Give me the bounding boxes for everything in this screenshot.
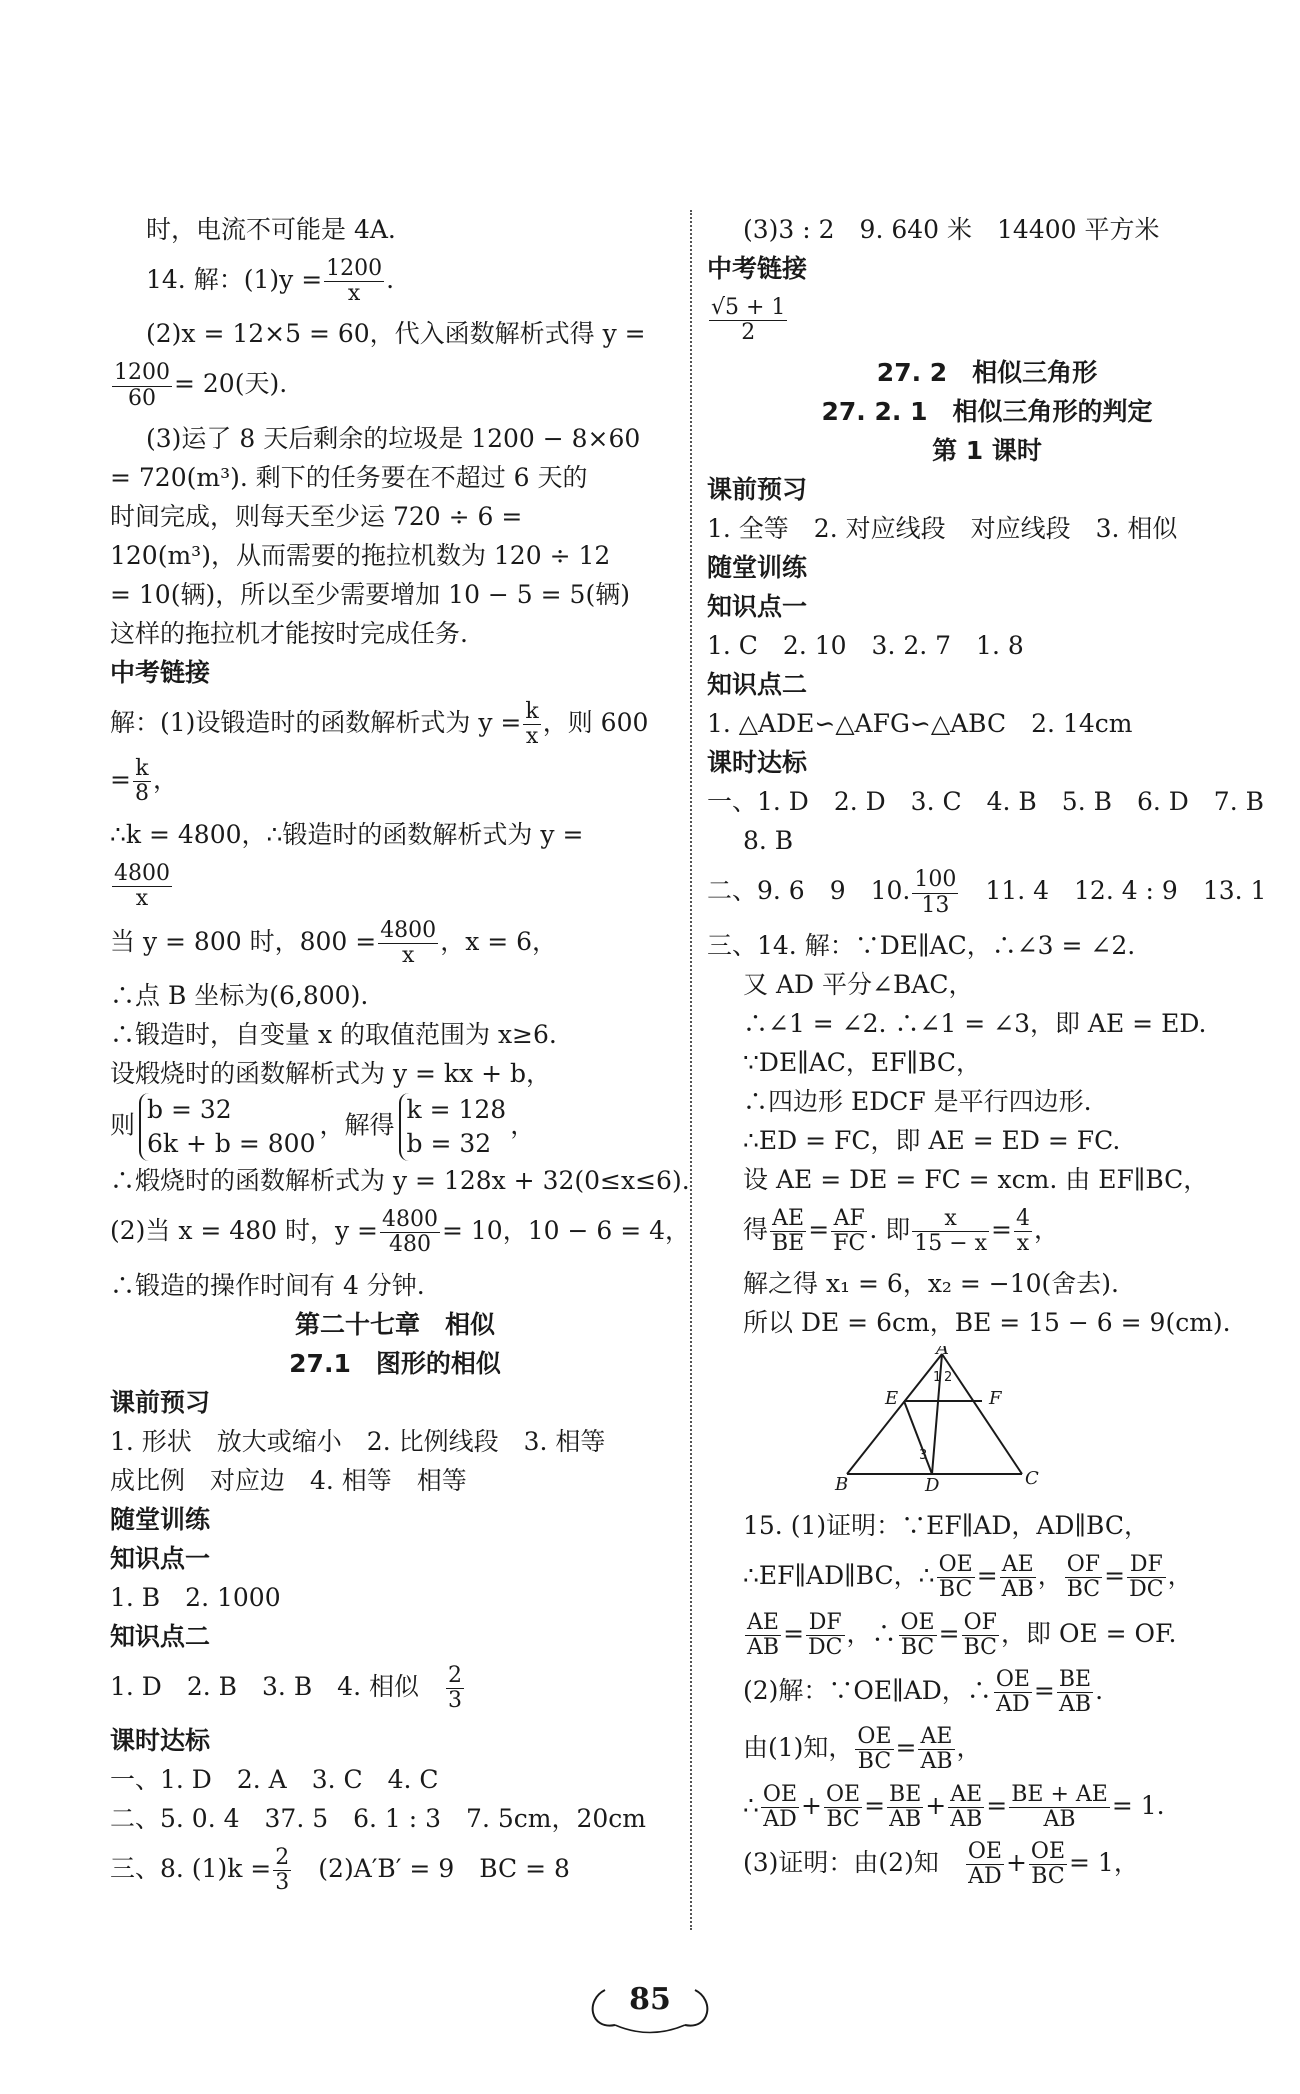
equation-system-line: 则 b = 32 6k + b = 800 ，解得 k = 128 b = 32 ，: [110, 1093, 680, 1161]
answer-line: 1. △ADE∽△AFG∽△ABC 2. 14cm: [707, 709, 1133, 739]
equation-system: k = 128 b = 32: [399, 1093, 507, 1161]
math-line: (2)当 x = 480 时，y = $\frac{4800}{480}$ = 10，10 − 6 = 4，: [110, 1207, 690, 1258]
proof-line: 设 AE = DE = FC = xcm. 由 EF∥BC，: [743, 1164, 1209, 1194]
fraction: $\frac{1200}{60}$: [114, 360, 170, 411]
fraction: $\frac{k}{x}$: [525, 698, 539, 749]
proof-line: $\frac{AE}{AB}$ = $\frac{DF}{DC}$ ，∴ $\frac{OE}{BC}$ = $\frac{OF}{BC}$ ，即 OE = OF.: [747, 1609, 1177, 1660]
fraction: $\frac{OE}{BC}$: [857, 1724, 892, 1775]
right-column: [707, 210, 1267, 1897]
math-line: ∴k = 4800，∴锻造时的函数解析式为 y =: [110, 819, 584, 849]
proof-line: 得 $\frac{AE}{BE}$ = $\frac{AF}{FC}$ . 即 $\frac{x}{15 - x}$ = $\frac{4}{x}$ ，: [743, 1205, 1060, 1256]
fraction: $\frac{4800}{x}$: [380, 917, 437, 969]
section-title: 27.1 图形的相似: [289, 1348, 501, 1378]
section-heading: 中考链接: [707, 254, 808, 283]
fraction: $\frac{DF}{DC}$: [1129, 1552, 1164, 1603]
fraction: $\frac{OF}{BC}$: [1066, 1552, 1101, 1603]
subsection-title: 27. 2. 1 相似三角形的判定: [821, 397, 1153, 427]
angle-label-2: 2: [944, 1370, 953, 1386]
answer-line: 成比例 对应边 4. 相等 相等: [110, 1465, 467, 1495]
section-heading: 随堂训练: [110, 1504, 211, 1534]
answer-line: 1. D 2. B 3. B 4. 相似 $\frac{2}{3}$: [110, 1662, 463, 1713]
fraction: $\frac{OE}{BC}$: [1030, 1839, 1066, 1890]
fraction: $\frac{AF}{FC}$: [833, 1205, 866, 1256]
column-divider: [690, 210, 692, 1930]
subsection-heading: 知识点二: [707, 670, 808, 700]
left-column: [110, 210, 690, 1903]
chapter-title: 第二十七章 相似: [294, 1309, 495, 1339]
fraction: $\frac{AE}{AB}$: [950, 1781, 983, 1832]
fraction: $\frac{DF}{DC}$: [808, 1609, 843, 1660]
fraction: $\frac{BE}{AB}$: [1058, 1666, 1092, 1718]
answer-line: 1. 形状 放大或缩小 2. 比例线段 3. 相等: [110, 1426, 606, 1456]
fraction: $\frac{OF}{BC}$: [963, 1609, 997, 1660]
section-heading: 中考链接: [110, 657, 211, 687]
proof-line: 解之得 x₁ = 6，x₂ = −10(舍去).: [743, 1269, 1119, 1299]
math-line: 解：(1)设锻造时的函数解析式为 y = $\frac{k}{x}$ ，则 600: [110, 698, 649, 749]
proof-line: 又 AD 平分∠BAC，: [743, 969, 974, 999]
triangle-figure: [707, 1346, 1267, 1491]
page-number: 85: [629, 1982, 671, 2017]
math-line: ∴锻造的操作时间有 4 分钟.: [110, 1270, 425, 1300]
section-heading: 随堂训练: [707, 553, 808, 583]
proof-line: 由(1)知， $\frac{OE}{BC}$ = $\frac{AE}{AB}$ ，: [743, 1724, 982, 1775]
answer-line: 8. B: [743, 826, 794, 856]
answer-line: 三、8. (1)k = $\frac{2}{3}$ (2)A′B′ = 9 BC = 8: [110, 1845, 570, 1896]
fraction: $\frac{BE}{AB}$: [889, 1781, 922, 1832]
text-line: 时，电流不可能是 4A.: [146, 215, 396, 244]
label-B: B: [835, 1474, 849, 1492]
text-line: 时间完成，则每天至少运 720 ÷ 6 =: [110, 501, 523, 531]
fraction: $\frac{OE}{AD}$: [967, 1839, 1002, 1890]
math-line: [110, 862, 680, 911]
label-F: F: [989, 1388, 1002, 1410]
fraction: $\frac{√5 + 1}{2}$: [711, 295, 786, 346]
math-line: = $\frac{k}{8}$ ，: [110, 756, 178, 807]
proof-line: ∵DE∥AC，EF∥BC，: [743, 1047, 982, 1077]
answer-line: 一、1. D 2. D 3. C 4. B 5. B 6. D 7. B: [707, 787, 1264, 817]
label-E: E: [885, 1388, 899, 1410]
proof-line: ∴ $\frac{OE}{AD}$ + $\frac{OE}{BC}$ = $\frac{BE}{AB}$ + $\frac{AE}{AB}$ = $\frac{BE + AE}{AB}$ = 1.: [743, 1781, 1165, 1832]
fraction: $\frac{OE}{BC}$: [900, 1609, 935, 1660]
fraction: $\frac{OE}{BC}$: [825, 1781, 861, 1832]
equation-system: b = 32 6k + b = 800: [139, 1093, 315, 1161]
fraction: $\frac{k}{8}$: [134, 756, 149, 807]
subsection-heading: 知识点二: [110, 1621, 211, 1651]
answer-line: 二、5. 0. 4 37. 5 6. 1 : 3 7. 5cm，20cm: [110, 1804, 646, 1833]
fraction: $\frac{x}{15 - x}$: [914, 1205, 988, 1256]
q14-part2: (2)x = 12×5 = 60，代入函数解析式得 y =: [146, 319, 646, 349]
text-line: 120(m³)，从而需要的拖拉机数为 120 ÷ 12: [110, 540, 611, 570]
proof-line: ∴ED = FC，即 AE = ED = FC.: [743, 1125, 1121, 1155]
text-line: (3)运了 8 天后剩余的垃圾是 1200 − 8×60: [146, 423, 641, 453]
proof-line: (3)证明：由(2)知 $\frac{OE}{AD}$ + $\frac{OE}{BC}$ = 1，: [743, 1839, 1139, 1890]
proof-line: ∴∠1 = ∠2. ∴∠1 = ∠3，即 AE = ED.: [743, 1008, 1207, 1038]
fraction: $\frac{OE}{AD}$: [762, 1781, 798, 1832]
proof-line: 三、14. 解：∵DE∥AC，∴∠3 = ∠2.: [707, 930, 1136, 960]
answer-line: (3)3 : 2 9. 640 米 14400 平方米: [743, 215, 1160, 244]
fraction: $\frac{2}{3}$: [275, 1845, 290, 1896]
proof-line: ∴四边形 EDCF 是平行四边形.: [743, 1086, 1092, 1116]
answer-line: 1. C 2. 10 3. 2. 7 1. 8: [707, 631, 1024, 661]
math-line: ∴点 B 坐标为(6,800).: [110, 981, 369, 1011]
text-line: = 10(辆)，所以至少需要增加 10 − 5 = 5(辆): [110, 579, 630, 609]
section-heading: 课时达标: [707, 748, 808, 778]
fraction: $\frac{4}{x}$: [1016, 1205, 1030, 1256]
text-line: 这样的拖拉机才能按时完成任务.: [110, 618, 468, 648]
fraction: $\frac{AE}{AB}$: [1001, 1552, 1034, 1603]
section-heading: 课前预习: [110, 1387, 211, 1417]
math-line: ∴锻造时，自变量 x 的取值范围为 x≥6.: [110, 1020, 557, 1050]
text-line: = 720(m³). 剩下的任务要在不超过 6 天的: [110, 462, 588, 492]
answer-line: 一、1. D 2. A 3. C 4. C: [110, 1765, 439, 1794]
sqrt-answer: [707, 296, 1267, 345]
answer-line: 二、9. 6 9 10. $\frac{100}{13}$ 11. 4 12. 4 : 9 13. 1: [707, 867, 1267, 918]
q14-part1: 14. 解：(1)y = $\frac{1200}{x}$ .: [146, 256, 395, 307]
section-heading: 课前预习: [707, 475, 808, 505]
fraction: $\frac{4800}{480}$: [381, 1207, 438, 1258]
answer-line: 1. B 2. 1000: [110, 1582, 281, 1612]
label-A: A: [936, 1346, 949, 1360]
fraction: $\frac{BE + AE}{AB}$: [1011, 1781, 1108, 1832]
fraction: $\frac{AE}{AB}$: [920, 1724, 953, 1775]
fraction: $\frac{100}{13}$: [914, 867, 957, 918]
proof-line: 所以 DE = 6cm，BE = 15 − 6 = 9(cm).: [743, 1308, 1231, 1338]
proof-line: ∴EF∥AD∥BC，∴ $\frac{OE}{BC}$ = $\frac{AE}{AB}$ ， $\frac{OF}{BC}$ = $\frac{DF}{DC}$ ，: [743, 1552, 1193, 1603]
fraction: $\frac{OE}{BC}$: [938, 1552, 973, 1603]
fraction: $\frac{OE}{AD}$: [995, 1666, 1030, 1718]
fraction: $\frac{1200}{x}$: [326, 256, 383, 307]
subsection-heading: 知识点一: [707, 592, 808, 622]
subsection-heading: 知识点一: [110, 1543, 211, 1573]
proof-line: 15. (1)证明：∵EF∥AD，AD∥BC，: [743, 1511, 1149, 1541]
answer-line: 1. 全等 2. 对应线段 对应线段 3. 相似: [707, 514, 1178, 544]
fraction: $\frac{AE}{BE}$: [772, 1205, 805, 1256]
fraction: $\frac{AE}{AB}$: [747, 1609, 780, 1660]
angle-label-3: 3: [919, 1448, 928, 1464]
section-heading: 课时达标: [110, 1726, 211, 1755]
fraction: $\frac{4800}{x}$: [114, 860, 170, 911]
section-title: 27. 2 相似三角形: [876, 358, 1098, 388]
math-line: 设煅烧时的函数解析式为 y = kx + b，: [110, 1059, 552, 1089]
lesson-title: 第 1 课时: [932, 436, 1042, 466]
label-D: D: [925, 1475, 940, 1492]
q14-part2-result: $\frac{1200}{60}$ = 20(天).: [114, 360, 288, 411]
proof-line: (2)解：∵OE∥AD，∴ $\frac{OE}{AD}$ = $\frac{BE}{AB}$ .: [743, 1666, 1104, 1718]
angle-label-1: 1: [933, 1370, 942, 1386]
label-C: C: [1025, 1468, 1039, 1490]
fraction: $\frac{2}{3}$: [448, 1662, 463, 1713]
math-line: 当 y = 800 时，800 = $\frac{4800}{x}$ ，x = 6，: [110, 917, 558, 969]
math-line: ∴煅烧时的函数解析式为 y = 128x + 32(0≤x≤6).: [110, 1166, 690, 1196]
